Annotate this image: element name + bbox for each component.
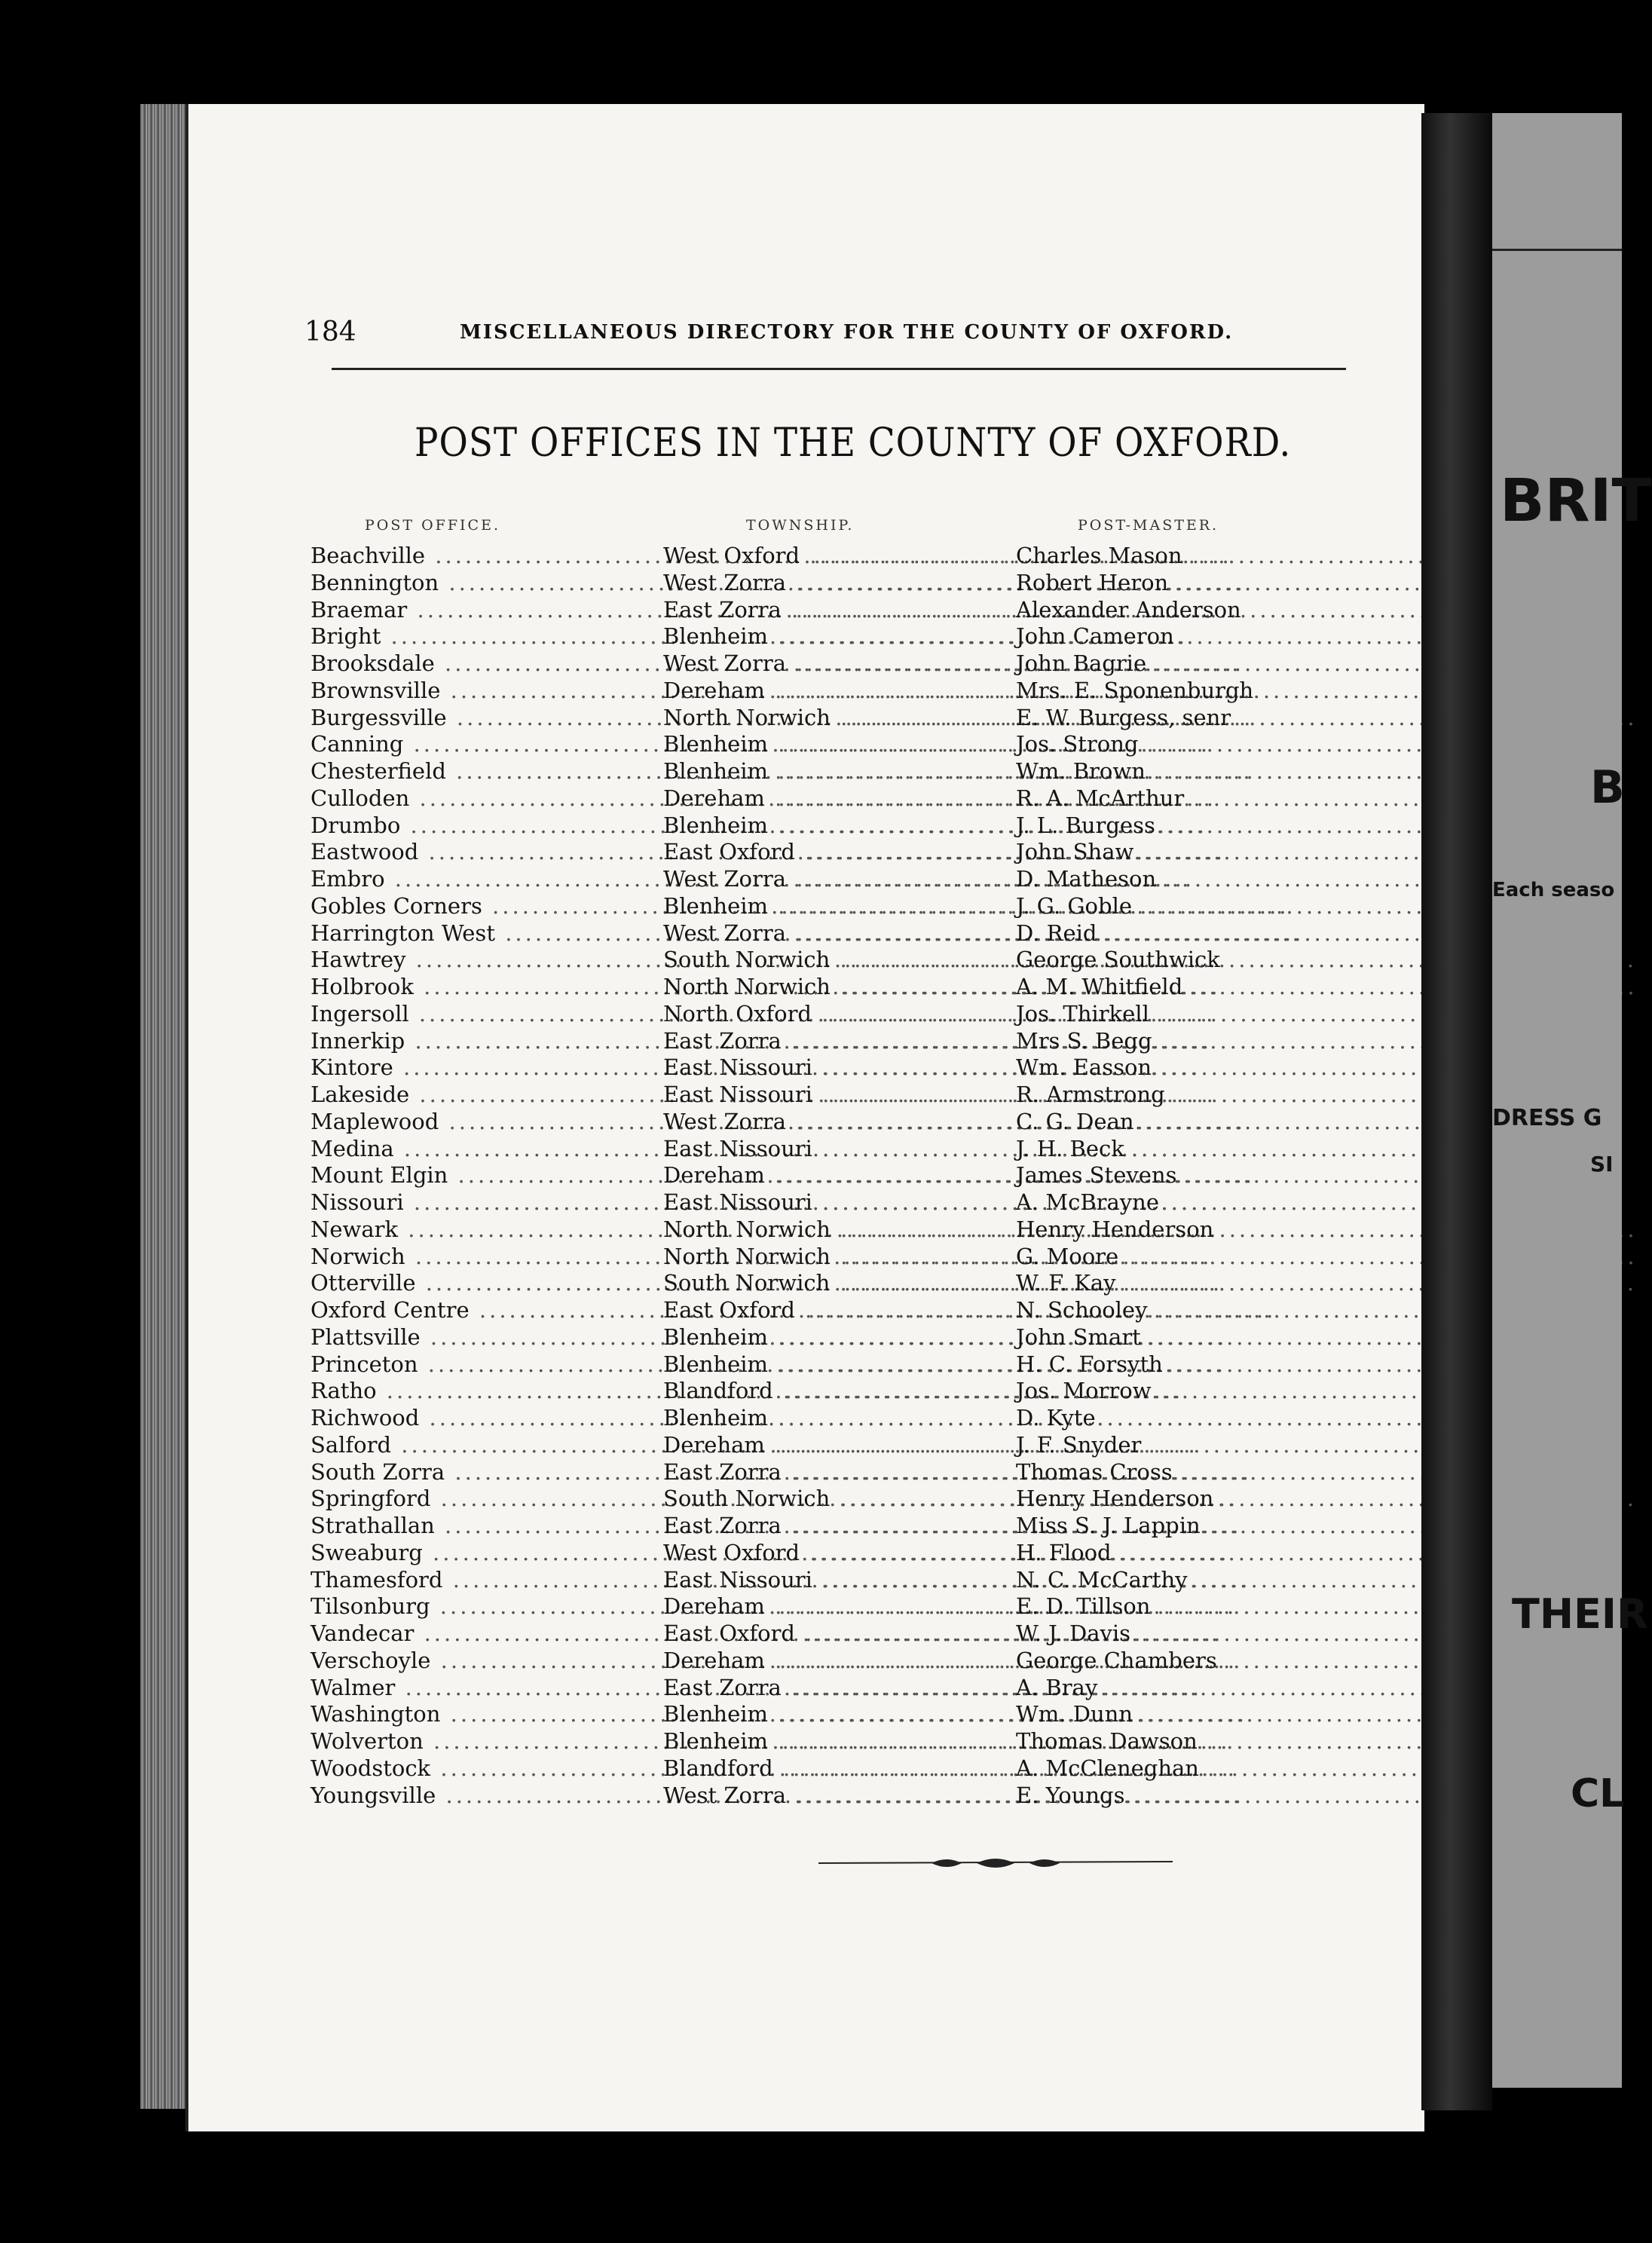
post-master-name: E. Youngs xyxy=(1016,1782,1125,1808)
post-office-name: Ratho ..... xyxy=(311,1378,687,1403)
post-office-name: Culloden ..... xyxy=(311,785,687,811)
post-office-name: Plattsville ..... xyxy=(311,1324,687,1350)
township-name: Blenheim ..... xyxy=(663,623,1025,649)
township-name: East Zorra ..... xyxy=(663,1028,1025,1054)
running-title: MISCELLANEOUS DIRECTORY FOR THE COUNTY OF OXFORD. xyxy=(460,321,1234,344)
table-row xyxy=(311,1162,1366,1189)
post-office-name: Springford ..... xyxy=(311,1486,687,1511)
township-name: Blenheim ..... xyxy=(663,1701,1025,1727)
post-office-name: Mount Elgin ..... xyxy=(311,1162,687,1188)
post-master-name: Mrs. E. Sponenburgh xyxy=(1016,677,1254,703)
post-master-name: J. H. Beck xyxy=(1016,1135,1124,1161)
table-row xyxy=(311,1620,1366,1648)
post-office-name: Sweaburg ..... xyxy=(311,1540,687,1565)
township-name: Dereham ..... xyxy=(663,1162,1025,1188)
post-office-name: Strathallan ..... xyxy=(311,1513,687,1538)
table-row xyxy=(311,1782,1366,1810)
post-master-name: H. C. Forsyth xyxy=(1016,1351,1163,1377)
post-office-name: Tilsonburg ..... xyxy=(311,1593,687,1619)
post-office-name: Kintore ..... xyxy=(311,1054,687,1080)
ornament-divider xyxy=(818,1854,1173,1872)
page-title: POST OFFICES IN THE COUNTY OF OXFORD. xyxy=(415,421,1292,466)
post-master-name: E. D. Tillson xyxy=(1016,1593,1151,1620)
township-name: Blenheim ..... xyxy=(663,1405,1025,1431)
table-row xyxy=(311,1216,1366,1244)
township-name: East Nissouri ..... xyxy=(663,1082,1025,1107)
post-master-name: Wm. Easson xyxy=(1016,1054,1152,1081)
township-name: South Norwich ..... xyxy=(663,1270,1025,1296)
table-row xyxy=(311,1297,1366,1324)
post-office-name: Canning ..... xyxy=(311,731,687,757)
post-office-name: Chesterfield ..... xyxy=(311,758,687,784)
township-name: Dereham ..... xyxy=(663,1593,1025,1619)
post-master-name: James Stevens xyxy=(1016,1162,1177,1189)
post-office-name: Innerkip ..... xyxy=(311,1028,687,1054)
post-office-name: Thamesford ..... xyxy=(311,1567,687,1593)
post-master-name: E. W. Burgess, senr xyxy=(1016,704,1231,730)
township-name: East Nissouri ..... xyxy=(663,1189,1025,1215)
post-master-name: J. F. Snyder xyxy=(1016,1431,1142,1458)
book-gutter xyxy=(1421,113,1492,2110)
table-row xyxy=(311,1513,1366,1540)
post-office-name: Oxford Centre ..... xyxy=(311,1297,687,1323)
table-row xyxy=(311,1486,1366,1513)
township-name: North Oxford ..... xyxy=(663,1001,1025,1027)
table-row xyxy=(311,1459,1366,1486)
table-row xyxy=(311,1001,1366,1028)
post-office-name: Bright ..... xyxy=(311,623,687,649)
township-name: North Norwich ..... xyxy=(663,1216,1025,1242)
township-name: East Nissouri ..... xyxy=(663,1136,1025,1161)
post-master-name: J. L. Burgess xyxy=(1016,812,1155,838)
column-header-post-office: POST OFFICE. xyxy=(365,517,500,534)
facing-page-line: THEIR xyxy=(1512,1590,1648,1638)
township-name: South Norwich ..... xyxy=(663,947,1025,972)
post-master-name: Jos. Thirkell xyxy=(1016,1000,1149,1027)
table-row xyxy=(311,1701,1366,1728)
facing-page-line: Each seaso xyxy=(1492,879,1615,901)
page-shadow xyxy=(374,2139,1610,2235)
post-master-name: W. J. Davis xyxy=(1016,1620,1131,1646)
table-row xyxy=(311,1351,1366,1379)
post-master-name: Jos. Morrow xyxy=(1016,1378,1152,1404)
table-row xyxy=(311,1270,1366,1297)
township-name: East Zorra ..... xyxy=(663,597,1025,623)
post-office-name: Embro ..... xyxy=(311,866,687,892)
post-master-name: J. G. Goble xyxy=(1016,892,1133,919)
township-name: East Oxford ..... xyxy=(663,1620,1025,1646)
table-row xyxy=(311,1648,1366,1675)
table-row xyxy=(311,678,1366,705)
table-row xyxy=(311,1244,1366,1271)
table-row xyxy=(311,1324,1366,1351)
township-name: Dereham ..... xyxy=(663,1432,1025,1458)
township-name: Dereham ..... xyxy=(663,678,1025,703)
township-name: East Oxford ..... xyxy=(663,839,1025,864)
township-name: West Oxford ..... xyxy=(663,1540,1025,1565)
township-name: West Zorra ..... xyxy=(663,1109,1025,1134)
township-name: East Nissouri ..... xyxy=(663,1567,1025,1593)
post-office-name: Medina ..... xyxy=(311,1136,687,1161)
township-name: West Zorra ..... xyxy=(663,570,1025,595)
table-row xyxy=(311,1378,1366,1405)
township-name: Blandford ..... xyxy=(663,1755,1025,1781)
post-master-name: Wm. Dunn xyxy=(1016,1701,1133,1727)
township-name: Blenheim ..... xyxy=(663,1728,1025,1754)
post-office-name: Ingersoll ..... xyxy=(311,1001,687,1027)
facing-page-line: B xyxy=(1590,761,1625,814)
header-rule xyxy=(332,368,1346,370)
township-name: East Oxford ..... xyxy=(663,1297,1025,1323)
township-name: Blenheim ..... xyxy=(663,731,1025,757)
table-row xyxy=(311,1755,1366,1782)
post-office-name: Burgessville ..... xyxy=(311,705,687,730)
post-master-name: D. Matheson xyxy=(1016,866,1157,892)
post-master-name: A. M. Whitfield xyxy=(1016,974,1183,999)
post-office-name: Princeton ..... xyxy=(311,1351,687,1377)
post-master-name: G. Moore xyxy=(1016,1243,1119,1269)
post-master-name: A. McCleneghan xyxy=(1016,1755,1199,1781)
table-row xyxy=(311,974,1366,1001)
post-office-name: Newark ..... xyxy=(311,1216,687,1242)
table-row xyxy=(311,1675,1366,1702)
post-office-name: Bennington ..... xyxy=(311,570,687,595)
table-row xyxy=(311,1540,1366,1567)
table-row xyxy=(311,705,1366,732)
table-row xyxy=(311,1405,1366,1432)
post-office-name: Verschoyle ..... xyxy=(311,1648,687,1673)
post-master-name: Henry Henderson xyxy=(1016,1216,1214,1242)
township-name: Blenheim ..... xyxy=(663,893,1025,919)
post-office-table xyxy=(311,543,1366,1809)
facing-page-line: BRIT xyxy=(1500,467,1652,535)
post-office-name: Beachville ..... xyxy=(311,543,687,568)
post-master-name: Robert Heron xyxy=(1016,569,1169,595)
post-master-name: Miss S. J. Lappin xyxy=(1016,1513,1201,1538)
township-name: West Zorra ..... xyxy=(663,650,1025,676)
column-header-post-master: POST-MASTER. xyxy=(1078,517,1219,534)
post-master-name: A. Bray xyxy=(1016,1674,1098,1700)
column-header-township: TOWNSHIP. xyxy=(746,517,855,534)
table-row xyxy=(311,1593,1366,1620)
post-office-name: Norwich ..... xyxy=(311,1244,687,1269)
post-office-name: Washington ..... xyxy=(311,1701,687,1727)
facing-page-line: CL xyxy=(1571,1771,1625,1816)
table-row xyxy=(311,893,1366,920)
post-master-name: Henry Henderson xyxy=(1016,1486,1214,1512)
post-office-name: Woodstock ..... xyxy=(311,1755,687,1781)
post-master-name: Jos. Strong xyxy=(1016,731,1139,757)
township-name: Blenheim ..... xyxy=(663,758,1025,784)
post-master-name: H. Flood xyxy=(1016,1539,1112,1565)
facing-page-line: DRESS G xyxy=(1492,1105,1602,1131)
township-name: North Norwich ..... xyxy=(663,705,1025,730)
post-master-name: Thomas Cross xyxy=(1016,1458,1173,1485)
post-office-name: Wolverton ..... xyxy=(311,1728,687,1754)
township-name: Dereham ..... xyxy=(663,1648,1025,1673)
table-row xyxy=(311,1136,1366,1163)
table-row xyxy=(311,812,1366,840)
post-office-name: South Zorra ..... xyxy=(311,1459,687,1485)
post-office-name: Nissouri ..... xyxy=(311,1189,687,1215)
post-office-name: Gobles Corners ..... xyxy=(311,893,687,919)
post-master-name: C. G. Dean xyxy=(1016,1108,1134,1134)
post-office-name: Harrington West ..... xyxy=(311,920,687,946)
township-name: West Zorra ..... xyxy=(663,920,1025,946)
post-office-name: Otterville ..... xyxy=(311,1270,687,1296)
township-name: Blandford ..... xyxy=(663,1378,1025,1403)
facing-page-line: SI xyxy=(1590,1152,1614,1177)
post-master-name: D. Kyte xyxy=(1016,1405,1096,1431)
table-row xyxy=(311,1728,1366,1755)
post-master-name: A. McBrayne xyxy=(1016,1189,1160,1215)
table-row xyxy=(311,570,1366,597)
post-office-name: Braemar ..... xyxy=(311,597,687,623)
table-row xyxy=(311,1432,1366,1459)
post-master-name: D. Reid xyxy=(1016,920,1097,946)
township-name: Blenheim ..... xyxy=(663,1351,1025,1377)
post-office-name: Eastwood ..... xyxy=(311,839,687,864)
township-name: Blenheim ..... xyxy=(663,1324,1025,1350)
post-master-name: N. Schooley xyxy=(1016,1297,1148,1323)
table-row xyxy=(311,650,1366,678)
post-master-name: Charles Mason xyxy=(1016,543,1182,568)
township-name: East Nissouri ..... xyxy=(663,1054,1025,1080)
post-master-name: R. A. McArthur xyxy=(1016,785,1185,811)
post-office-name: Youngsville ..... xyxy=(311,1782,687,1808)
post-office-name: Hawtrey ..... xyxy=(311,947,687,972)
post-office-name: Brownsville ..... xyxy=(311,678,687,703)
post-master-name: Wm. Brown xyxy=(1016,758,1146,784)
township-name: West Zorra ..... xyxy=(663,1782,1025,1808)
table-row xyxy=(311,1054,1366,1082)
post-office-name: Salford ..... xyxy=(311,1432,687,1458)
post-master-name: John Cameron xyxy=(1016,623,1174,650)
table-row xyxy=(311,1189,1366,1216)
post-master-name: John Smart xyxy=(1016,1323,1141,1350)
post-office-name: Drumbo ..... xyxy=(311,812,687,838)
township-name: North Norwich ..... xyxy=(663,974,1025,999)
post-office-name: Vandecar ..... xyxy=(311,1620,687,1646)
table-row xyxy=(311,1028,1366,1055)
township-name: East Zorra ..... xyxy=(663,1675,1025,1700)
table-row xyxy=(311,543,1366,570)
table-row xyxy=(311,866,1366,893)
post-master-name: N. C. McCarthy xyxy=(1016,1566,1188,1593)
township-name: West Zorra ..... xyxy=(663,866,1025,892)
table-row xyxy=(311,623,1366,650)
post-office-name: Maplewood ..... xyxy=(311,1109,687,1134)
book-page xyxy=(185,104,1424,2131)
table-row xyxy=(311,947,1366,974)
post-master-name: Mrs S. Begg xyxy=(1016,1027,1152,1054)
facing-page-rule xyxy=(1492,249,1622,251)
table-row xyxy=(311,1109,1366,1136)
post-master-name: W. F. Kay xyxy=(1016,1270,1116,1296)
post-master-name: George Southwick xyxy=(1016,947,1220,973)
post-office-name: Lakeside ..... xyxy=(311,1082,687,1107)
table-row xyxy=(311,920,1366,947)
table-row xyxy=(311,758,1366,785)
page-number: 184 xyxy=(304,317,356,347)
post-office-name: Brooksdale ..... xyxy=(311,650,687,676)
post-master-name: John Shaw xyxy=(1016,839,1134,865)
township-name: East Zorra ..... xyxy=(663,1513,1025,1538)
post-office-name: Walmer ..... xyxy=(311,1675,687,1700)
post-master-name: Alexander Anderson xyxy=(1016,596,1241,623)
facing-page xyxy=(1492,113,1652,2088)
post-master-name: John Bagrie xyxy=(1016,650,1147,676)
township-name: East Zorra ..... xyxy=(663,1459,1025,1485)
table-row xyxy=(311,731,1366,758)
post-office-name: Richwood ..... xyxy=(311,1405,687,1431)
table-row xyxy=(311,597,1366,624)
township-name: Dereham ..... xyxy=(663,785,1025,811)
post-office-name: Holbrook ..... xyxy=(311,974,687,999)
township-name: South Norwich ..... xyxy=(663,1486,1025,1511)
post-master-name: R. Armstrong xyxy=(1016,1082,1165,1107)
post-master-name: George Chambers xyxy=(1016,1647,1217,1673)
post-master-name: Thomas Dawson xyxy=(1016,1728,1198,1754)
running-head xyxy=(188,314,1424,359)
table-row xyxy=(311,1082,1366,1109)
table-row xyxy=(311,785,1366,812)
table-row xyxy=(311,1567,1366,1594)
township-name: Blenheim ..... xyxy=(663,812,1025,838)
table-row xyxy=(311,839,1366,866)
township-name: West Oxford ..... xyxy=(663,543,1025,568)
township-name: North Norwich ..... xyxy=(663,1244,1025,1269)
